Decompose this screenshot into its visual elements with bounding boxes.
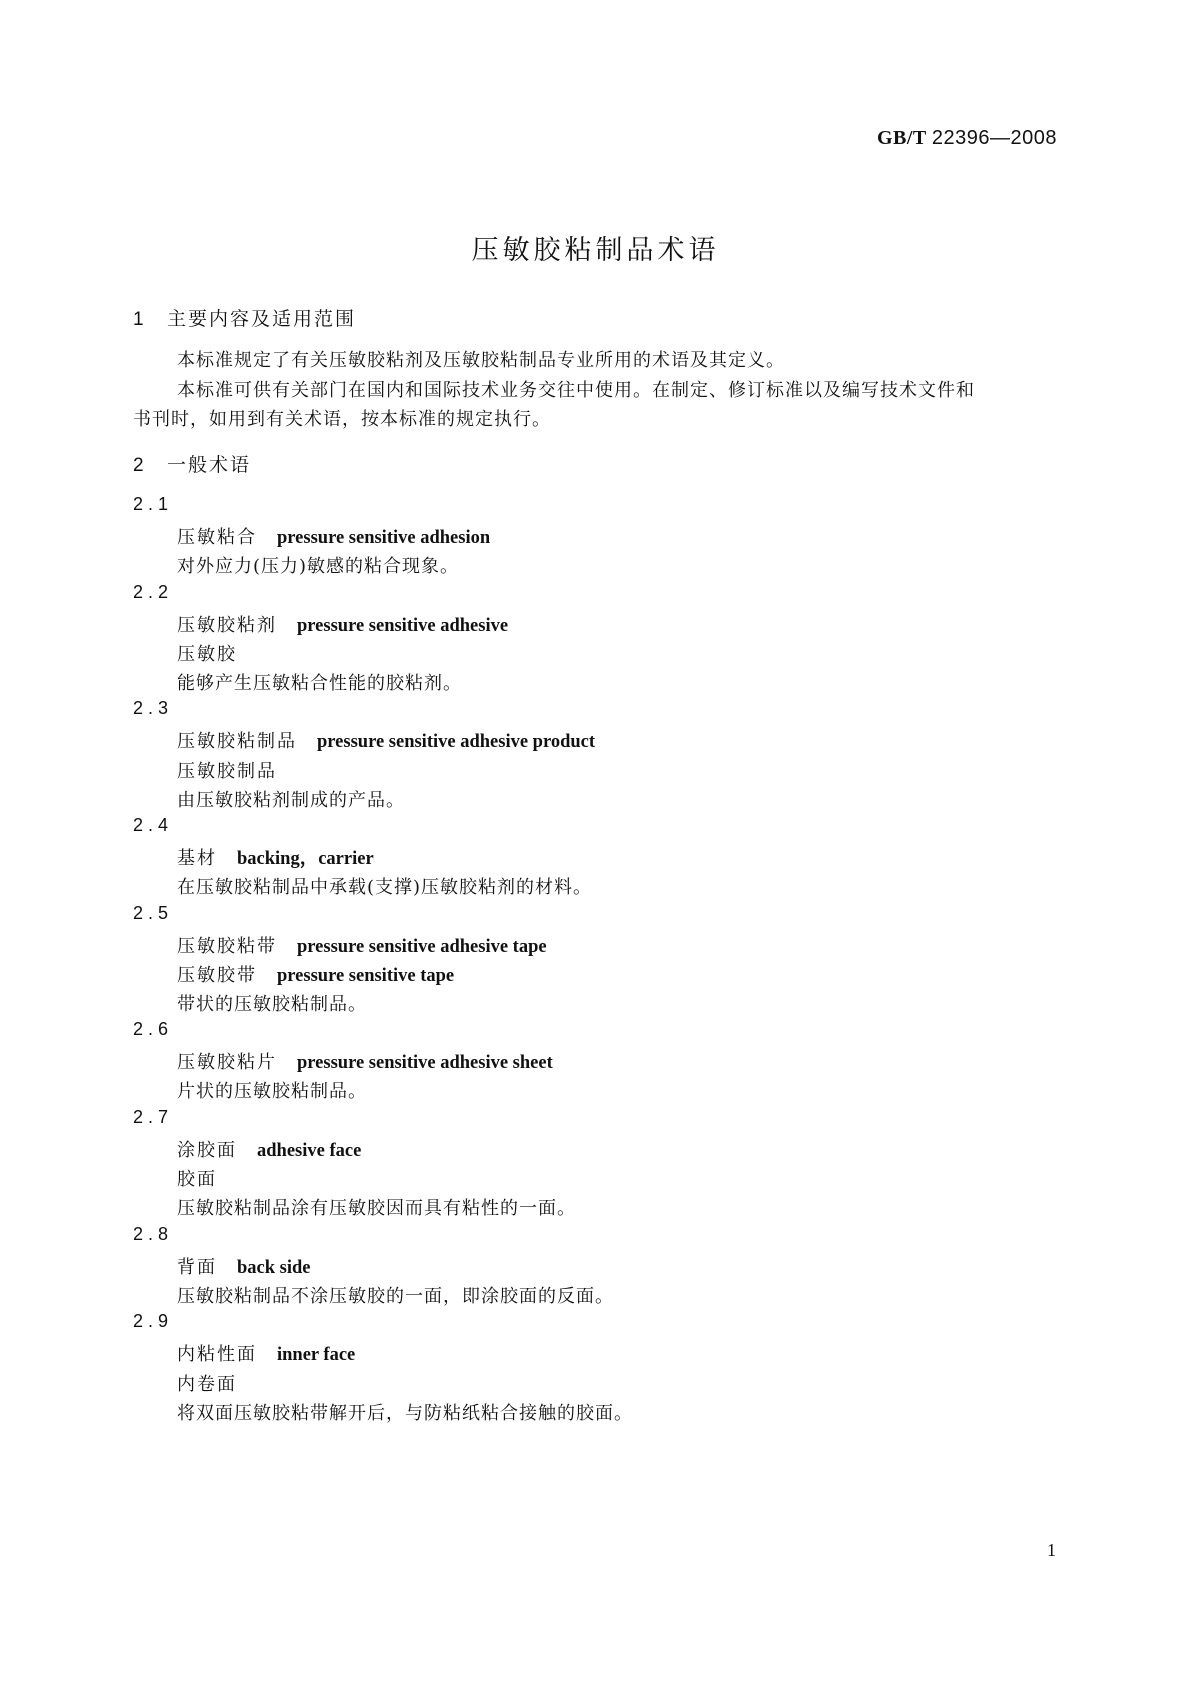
clause-number: 2.6 xyxy=(133,1019,174,1039)
term-synonym-en: pressure sensitive tape xyxy=(277,966,455,986)
term-en: pressure sensitive adhesive sheet xyxy=(297,1053,553,1073)
section-1-heading xyxy=(133,304,356,331)
term-en: pressure sensitive adhesive tape xyxy=(297,937,547,957)
term-entry xyxy=(177,611,508,637)
term-synonym: 内卷面 xyxy=(177,1374,237,1395)
term-definition: 由压敏胶粘剂制成的产品。 xyxy=(177,790,405,811)
term-cn: 压敏胶粘带 xyxy=(177,936,277,957)
clause-number: 2.2 xyxy=(133,582,174,602)
clause-number: 2.8 xyxy=(133,1224,174,1244)
term-cn: 压敏胶粘制品 xyxy=(177,731,297,752)
term-cn: 基材 xyxy=(177,848,217,869)
standard-code xyxy=(877,127,1057,150)
term-en: pressure sensitive adhesive product xyxy=(317,732,596,752)
paragraph: 本标准可供有关部门在国内和国际技术业务交往中使用。在制定、修订标准以及编写技术文件和 xyxy=(177,380,975,401)
term-entry xyxy=(177,1136,361,1162)
page-number: 1 xyxy=(1047,1540,1056,1560)
term-synonym-entry xyxy=(177,961,454,987)
section-title: 一般术语 xyxy=(167,454,252,476)
term-cn: 内粘性面 xyxy=(177,1344,257,1365)
term-definition: 能够产生压敏粘合性能的胶粘剂。 xyxy=(177,673,462,694)
clause-number: 2.1 xyxy=(133,494,174,514)
term-entry xyxy=(177,523,490,549)
term-en: pressure sensitive adhesion xyxy=(277,528,491,548)
paragraph: 本标准规定了有关压敏胶粘剂及压敏胶粘制品专业所用的术语及其定义。 xyxy=(177,350,785,371)
term-synonym: 压敏胶 xyxy=(177,644,237,665)
term-cn: 压敏胶粘剂 xyxy=(177,615,277,636)
term-entry xyxy=(177,844,374,870)
section-2-heading xyxy=(133,450,251,477)
term-definition: 片状的压敏胶粘制品。 xyxy=(177,1081,367,1102)
term-entry xyxy=(177,1253,311,1279)
standard-code-number: 22396—2008 xyxy=(931,127,1057,149)
term-synonym-cn: 压敏胶带 xyxy=(177,965,257,986)
section-number: 2 xyxy=(133,455,144,476)
term-en: pressure sensitive adhesive xyxy=(297,616,509,636)
term-cn: 压敏粘合 xyxy=(177,527,257,548)
term-cn: 涂胶面 xyxy=(177,1140,237,1161)
term-synonym: 胶面 xyxy=(177,1169,217,1190)
term-cn: 压敏胶粘片 xyxy=(177,1052,277,1073)
term-definition: 对外应力(压力)敏感的粘合现象。 xyxy=(177,556,460,577)
term-definition: 带状的压敏胶粘制品。 xyxy=(177,994,367,1015)
term-entry xyxy=(177,1048,553,1074)
term-definition: 在压敏胶粘制品中承载(支撑)压敏胶粘剂的材料。 xyxy=(177,877,593,898)
term-en: back side xyxy=(237,1258,311,1278)
clause-number: 2.4 xyxy=(133,815,174,835)
term-definition: 将双面压敏胶粘带解开后，与防粘纸粘合接触的胶面。 xyxy=(177,1403,633,1424)
clause-number: 2.7 xyxy=(133,1107,174,1127)
clause-number: 2.9 xyxy=(133,1311,174,1331)
term-entry xyxy=(177,727,595,753)
term-entry xyxy=(177,1340,355,1366)
standard-code-prefix: GB/T xyxy=(876,127,927,149)
paragraph-continuation: 书刊时，如用到有关术语，按本标准的规定执行。 xyxy=(133,409,551,430)
section-title: 主要内容及适用范围 xyxy=(167,308,357,330)
term-en: backing，carrier xyxy=(237,849,374,869)
term-definition: 压敏胶粘制品不涂压敏胶的一面，即涂胶面的反面。 xyxy=(177,1286,614,1307)
term-en: inner face xyxy=(277,1345,356,1365)
term-definition: 压敏胶粘制品涂有压敏胶因而具有粘性的一面。 xyxy=(177,1198,576,1219)
term-entry xyxy=(177,932,547,958)
clause-number: 2.5 xyxy=(133,903,174,923)
clause-number: 2.3 xyxy=(133,698,174,718)
term-cn: 背面 xyxy=(177,1257,217,1278)
term-en: adhesive face xyxy=(257,1141,362,1161)
document-title: 压敏胶粘制品术语 xyxy=(471,235,720,266)
term-synonym: 压敏胶制品 xyxy=(177,761,277,782)
section-number: 1 xyxy=(133,309,144,330)
